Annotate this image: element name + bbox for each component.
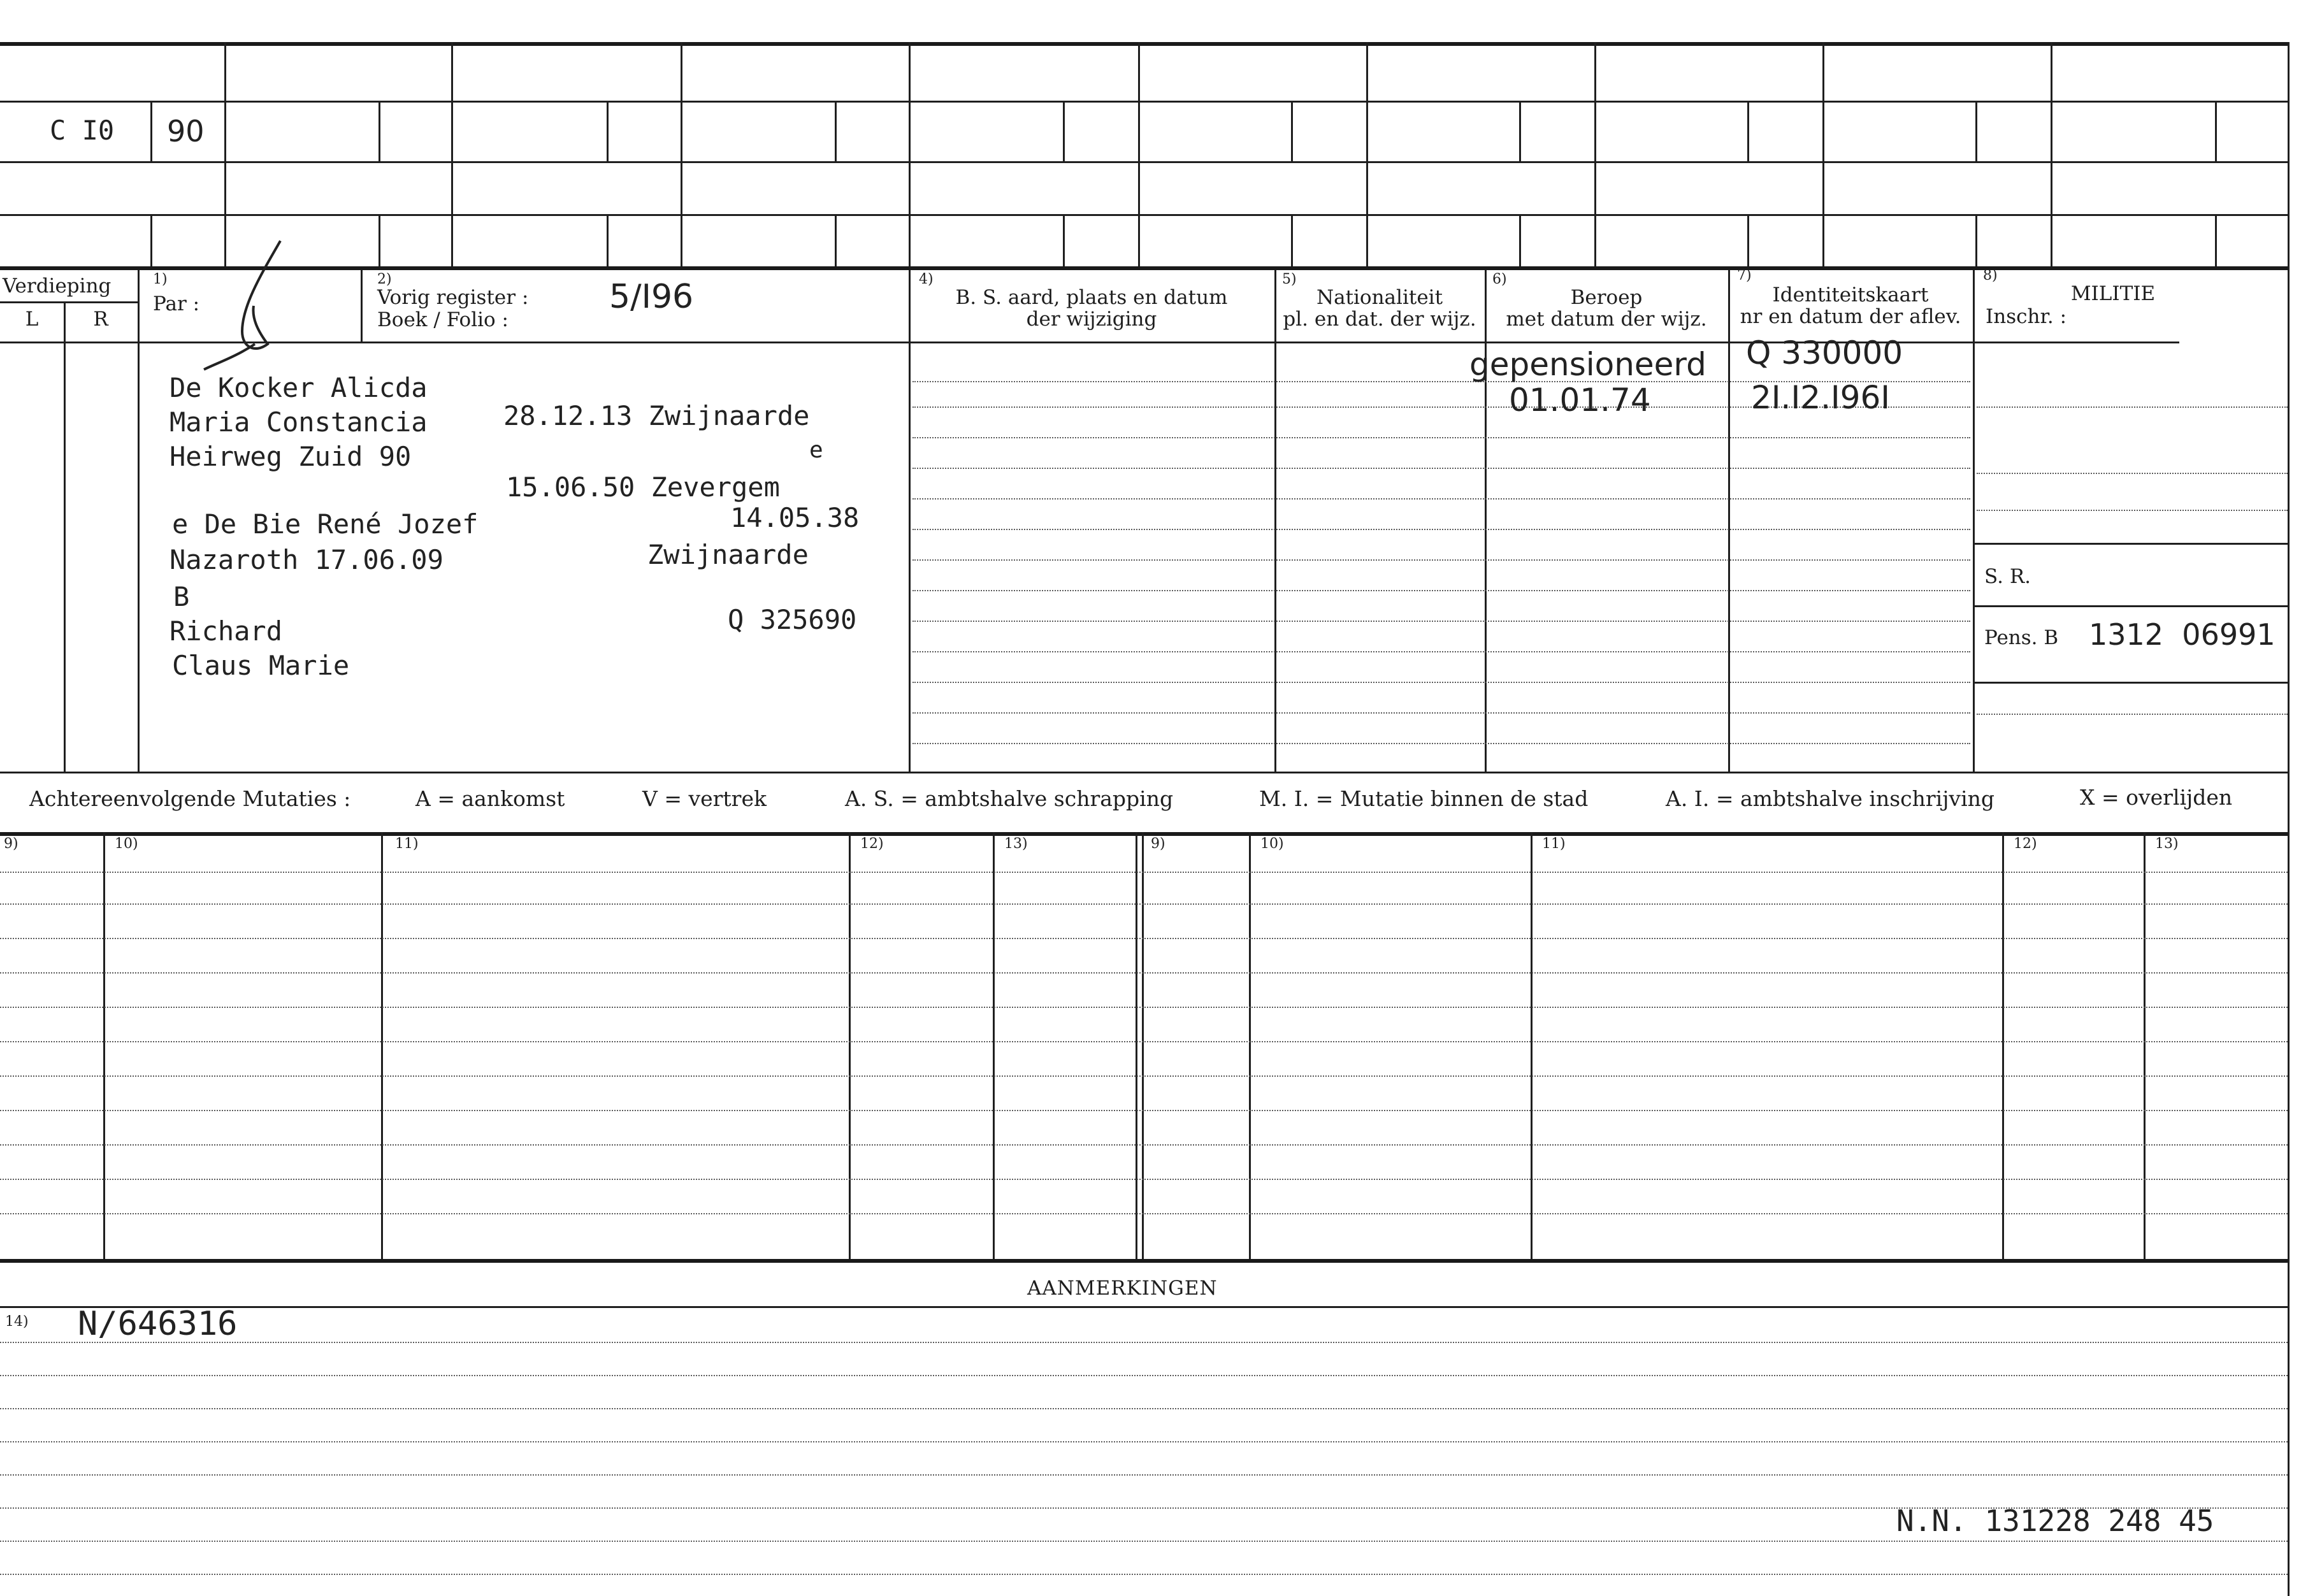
person-address: Heirweg Zuid 90 (169, 441, 412, 472)
person-name-line1: De Kocker Alicda (169, 372, 428, 403)
beroep-value: gepensioneerd (1469, 346, 1706, 383)
identiteitskaart-line2: nr en datum der aflev. (1740, 305, 1961, 328)
pens-value: 1312 06991 (2089, 617, 2276, 652)
col1-num: 1) (153, 271, 168, 287)
mut-col11-right: 11) (1542, 836, 1566, 852)
floor-right-label: R (93, 308, 108, 331)
vorig-register-label: Vorig register : (377, 286, 529, 309)
code-field: C I0 (50, 115, 115, 146)
identiteitskaart-line1: Identiteitskaart (1772, 284, 1929, 306)
mut-col12-left: 12) (860, 836, 884, 852)
e-mark: e (809, 437, 823, 463)
floor-left-label: L (25, 308, 39, 331)
legend-v: V = vertrek (642, 786, 767, 811)
nationaliteit-line1: Nationaliteit (1316, 286, 1443, 309)
beroep-line1: Beroep (1570, 286, 1643, 309)
person-name-line2: Maria Constancia (169, 406, 428, 438)
mut-col11-left: 11) (395, 836, 419, 852)
identiteitskaart-date: 2I.I2.I96I (1751, 379, 1891, 416)
legend-ai: A. I. = ambtshalve inschrijving (1666, 786, 1995, 811)
birth-info: 28.12.13 Zwijnaarde (503, 400, 810, 431)
mut-col10-left: 10) (115, 836, 138, 852)
par-label: Par : (153, 292, 200, 315)
mut-col13-right: 13) (2155, 836, 2179, 852)
aanmerkingen-title: AANMERKINGEN (1027, 1277, 1218, 1300)
claus-text: Claus Marie (172, 650, 350, 681)
remarks-num: 14) (5, 1314, 29, 1330)
id-number: Q 325690 (728, 604, 857, 635)
legend-as: A. S. = ambtshalve schrapping (845, 786, 1174, 811)
spouse-line2: Nazaroth 17.06.09 (169, 544, 444, 575)
bs-header-line2: der wijziging (1026, 308, 1157, 331)
verdieping-label: Verdieping (3, 275, 112, 298)
beroep-date: 01.01.74 (1509, 382, 1651, 419)
marriage-info: 15.06.50 Zevergem (506, 471, 780, 503)
place-2: Zwijnaarde (647, 539, 809, 570)
legend-title: Achtereenvolgende Mutaties : (29, 786, 351, 811)
identiteitskaart-number: Q 330000 (1746, 334, 1903, 371)
pens-label: Pens. B (1984, 626, 2059, 649)
remarks-value: N/646316 (78, 1305, 238, 1343)
mut-col9-left: 9) (4, 836, 18, 852)
house-number: 90 (167, 114, 205, 148)
spouse-line1: e De Bie René Jozef (172, 508, 479, 540)
beroep-line2: met datum der wijz. (1506, 308, 1707, 331)
legend-a: A = aankomst (415, 786, 565, 811)
inschr-label: Inschr. : (1986, 305, 2067, 328)
col5-num: 5) (1282, 271, 1297, 287)
mut-col12-right: 12) (2014, 836, 2037, 852)
mut-col13-left: 13) (1004, 836, 1028, 852)
sr-label: S. R. (1984, 565, 2031, 588)
legend-mi: M. I. = Mutatie binnen de stad (1259, 786, 1589, 811)
col2-num: 2) (377, 271, 392, 287)
national-number: N.N. 131228 248 45 (1896, 1504, 2214, 1538)
col4-num: 4) (919, 271, 934, 287)
date-2: 14.05.38 (730, 502, 860, 533)
boek-folio-label: Boek / Folio : (377, 308, 508, 331)
mut-col10-right: 10) (1260, 836, 1284, 852)
signature-mark (191, 236, 293, 376)
richard-text: Richard (169, 615, 283, 647)
legend-x: X = overlijden (2080, 785, 2233, 810)
nationaliteit-line2: pl. en dat. der wijz. (1283, 308, 1476, 331)
mut-col9-right: 9) (1151, 836, 1165, 852)
b-mark: B (173, 581, 190, 612)
vorig-register-value: 5/I96 (609, 278, 694, 316)
bs-header-line1: B. S. aard, plaats en datum (955, 286, 1228, 309)
col6-num: 6) (1492, 271, 1507, 287)
militie-label: MILITIE (2070, 282, 2156, 305)
col7-num: 7) (1737, 268, 1752, 284)
col8-num: 8) (1983, 268, 1998, 284)
